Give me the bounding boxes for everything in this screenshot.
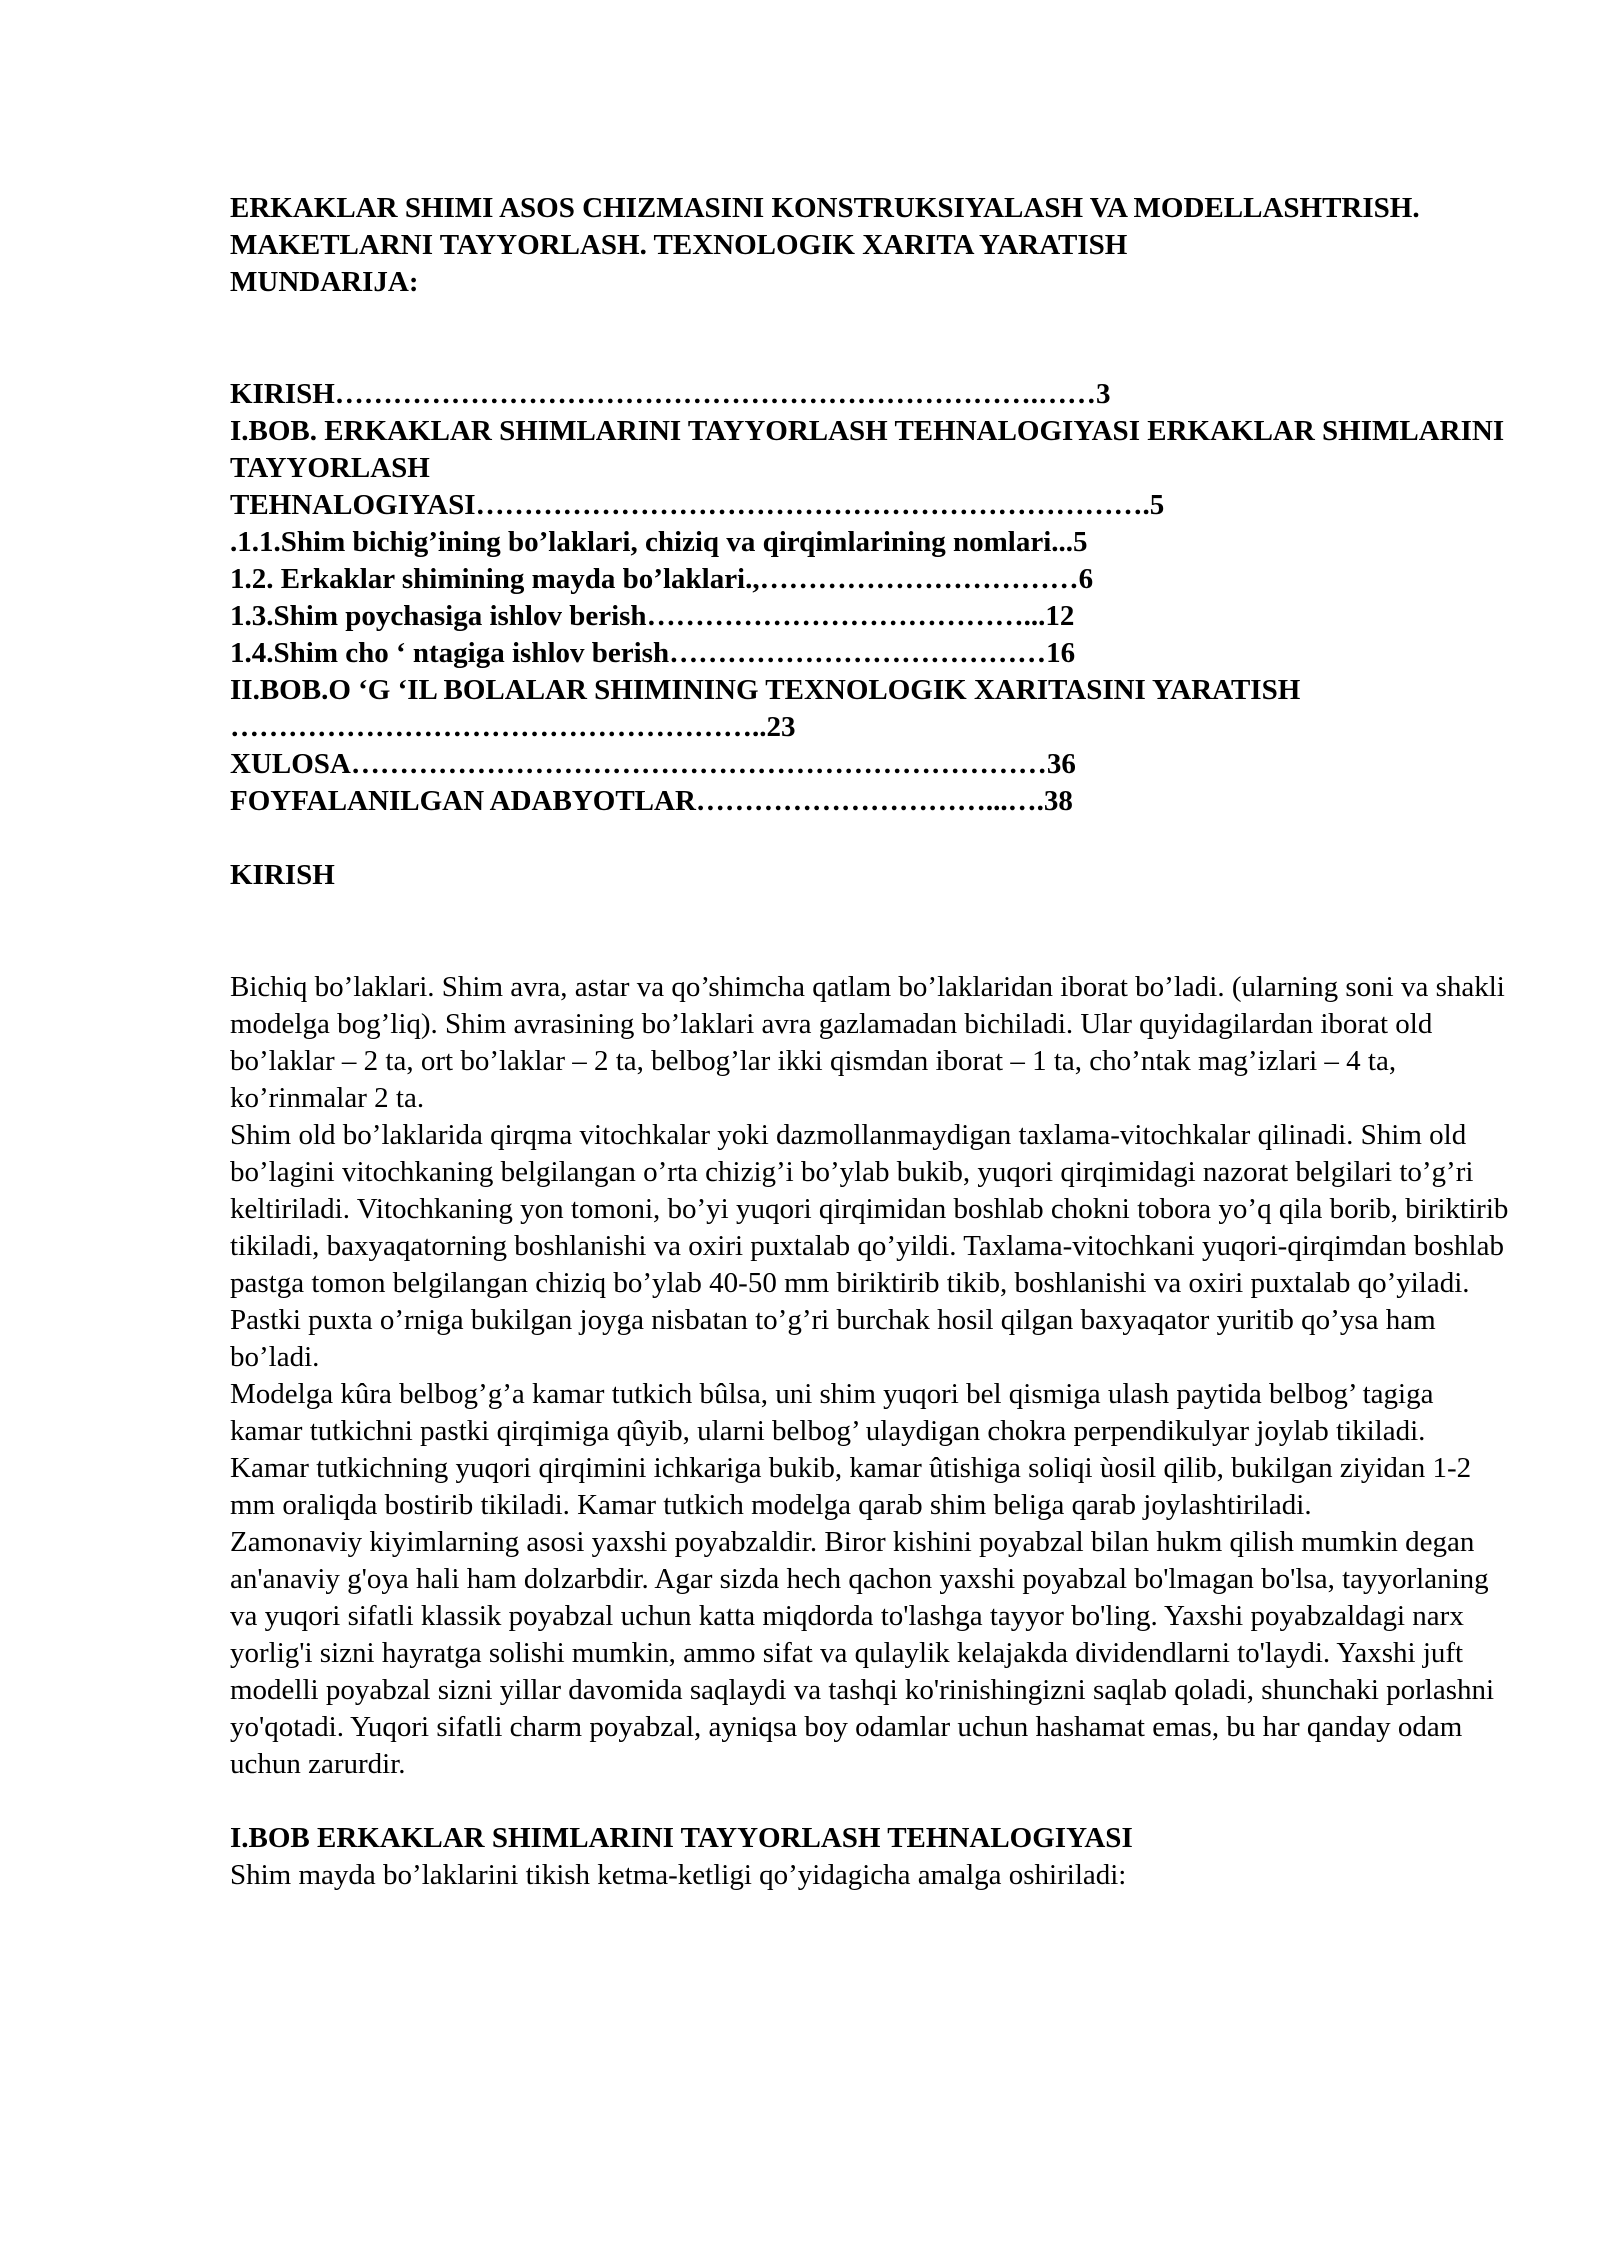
toc-entry-kirish: KIRISH……………………………………………………………….……3 (230, 378, 1111, 410)
toc-entry-1-3: 1.3.Shim poychasiga ishlov berish…………………………………...12 (230, 600, 1075, 632)
toc-entry-xulosa: XULOSA………………………………………………………………36 (230, 748, 1076, 780)
intro-paragraph: Bichiq bo’laklari. Shim avra, astar va qo’shimcha qatlam bo’laklaridan iborat bo’ladi. (ularning soni va shakli modelga bog’liq). Shim avrasining bo’laklari avra gazlamadan bichiladi. Ular quyidagilardan iborat old bo’laklar – 2 ta, ort bo’laklar – 2 ta, belbog’lar ikki qismdan iborat – 1 ta, cho’ntak mag’izlari – 4 ta, ko’rinmalar 2 ta. (230, 971, 1505, 1114)
document-page (230, 190, 1510, 1894)
intro-paragraph: Zamonaviy kiyimlarning asosi yaxshi poyabzaldir. Biror kishini poyabzal bilan hukm qilish mumkin degan an'anaviy g'oya hali ham dolzarbdir. Agar sizda hech qachon yaxshi poyabzal bo'lmagan bo'lsa, tayyorlaning va yuqori sifatli klassik poyabzal uchun katta miqdorda to'lashga tayyor bo'ling. Yaxshi poyabzaldagi narx yorlig'i sizni hayratga solishi mumkin, ammo sifat va qulaylik kelajakda dividendlarni to'laydi. Yaxshi juft modelli poyabzal sizni yillar davomida saqlaydi va tashqi ko'rinishingizni saqlab qoladi, shunchaki porlashni yo'qotadi. Yuqori sifatli charm poyabzal, ayniqsa boy odamlar uchun hashamat emas, bu har qanday odam uchun zarurdir. (230, 1526, 1495, 1780)
toc-entry-chapter-1-cont: TEHNALOGIYASI…………………………………………………………….5 (230, 489, 1165, 521)
table-of-contents (230, 376, 1510, 820)
toc-entry-1-1: .1.1.Shim bichig’ining bo’laklari, chiziq va qirqimlarining nomlari...5 (230, 526, 1088, 558)
toc-entry-chapter-2: II.BOB.O ‘G ‘IL BOLALAR SHIMINING TEXNOLOGIK XARITASINI YARATISH ………………………………………………..23 (230, 674, 1301, 743)
intro-paragraph: Modelga kûra belbog’g’a kamar tutkich bûlsa, uni shim yuqori bel qismiga ulash paytida belbog’ tagiga kamar tutkichni pastki qirqimiga qûyib, ularni belbog’ ulaydigan chokra perpendikulyar joylab tikiladi. Kamar tutkichning yuqori qirqimini ichkariga bukib, kamar ûtishiga soliqi ùosil qilib, bukilgan ziyidan 1-2 mm oraliqda bostirib tikiladi. Kamar tutkich modelga qarab shim beliga qarab joylashtiriladi. (230, 1378, 1472, 1521)
intro-heading: KIRISH (230, 859, 335, 891)
toc-entry-1-2: 1.2. Erkaklar shimining mayda bo’laklari.,……………………………6 (230, 563, 1094, 595)
intro-body (230, 969, 1510, 1783)
toc-entry-adabyotlar: FOYFALANILGAN ADABYOTLAR…………………………...….38 (230, 785, 1073, 817)
toc-entry-chapter-1: I.BOB. ERKAKLAR SHIMLARINI TAYYORLASH TEHNALOGIYASI ERKAKLAR SHIMLARINI TAYYORLASH (230, 415, 1505, 484)
toc-heading: MUNDARIJA: (230, 266, 419, 298)
chapter-lead-paragraph: Shim mayda bo’laklarini tikish ketma-ketligi qo’yidagicha amalga oshiriladi: (230, 1859, 1127, 1891)
chapter-heading: I.BOB ERKAKLAR SHIMLARINI TAYYORLASH TEHNALOGIYASI (230, 1822, 1133, 1854)
toc-entry-1-4: 1.4.Shim cho ‘ ntagiga ishlov berish…………………………………16 (230, 637, 1076, 669)
intro-paragraph: Shim old bo’laklarida qirqma vitochkalar yoki dazmollanmaydigan taxlama-vitochkalar qilinadi. Shim old bo’lagini vitochkaning belgilangan o’rta chizig’i bo’ylab bukib, yuqori qirqimidagi nazorat belgilari to’g’ri keltiriladi. Vitochkaning yon tomoni, bo’yi yuqori qirqimidan boshlab chokni tobora yo’q qila borib, biriktirib tikiladi, baxyaqatorning boshlanishi va oxiri puxtalab qo’yildi. Taxlama-vitochkani yuqori-qirqimdan boshlab pastga tomon belgilangan chiziq bo’ylab 40-50 mm biriktirib tikib, boshlanishi va oxiri puxtalab qo’yiladi. Pastki puxta o’rniga bukilgan joyga nisbatan to’g’ri burchak hosil qilgan baxyaqator yuritib qo’ysa ham bo’ladi. (230, 1119, 1509, 1373)
document-title: ERKAKLAR SHIMI ASOS CHIZMASINI KONSTRUKSIYALASH VA MODELLASHTRISH. MAKETLARNI TAYYORLASH. TEXNOLOGIK XARITA YARATISH (230, 192, 1420, 261)
